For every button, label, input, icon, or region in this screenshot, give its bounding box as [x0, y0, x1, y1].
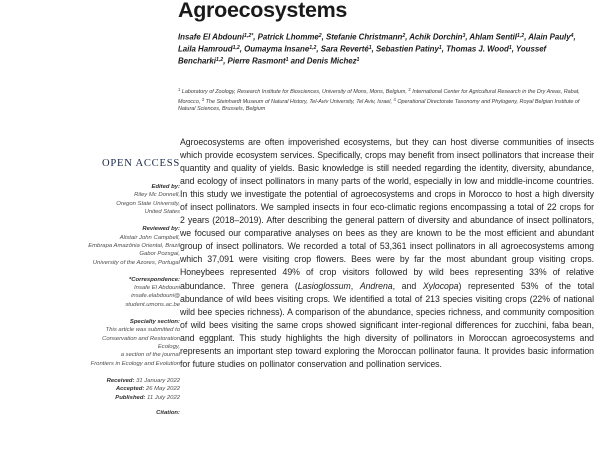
edited-by-block: [30, 183, 180, 217]
publication-dates-block: [30, 377, 180, 402]
affiliations-list: $^1$ Laboratory of Zoology, Research Institute for Biosciences, University of Mons, Mons, Belgium, $^2$ International Center for Agricultural Research in the Dry Areas, Rabat, Morocco, $^3$ The Steinhardt Museum of Natural History, Tel-Aviv University, Tel Aviv, Israel, $^4$ Operational Directorate Taxonomy and Phylogeny, Royal Belgian Institute of Natural Sciences, Brussels, Belgium: [178, 87, 580, 113]
specialty-line-4: a section of the journal: [120, 352, 180, 359]
abstract-text: Agroecosystems are often impoverished ecosystems, but they can host diverse communities of insects which provide ecosystem services. Specifically, crops may benefit from insect pollinators that increase their quantity and quality of yields. Basic knowledge is still needed regarding the identity, diversity, abundance, and ecology of insect pollinators in many parts of the world, especially in low and middle-income countries. In this study we investigate the potential of agroecosystems and crops in Morocco to host a high diversity of insect pollinators. We sampled insects in four eco-climatic regions encompassing a total of 22 crops for 2 years (2018–2019). After describing the general pattern of diversity and abundance of insect pollinators, we focused our comparative analyses on bees as they are known to be the most efficient and abundant group of insect pollinators. We recorded a total of 53,361 insect pollinators in all agroecosystems among which 37,091 were visiting crop flowers. Bees were by far the most abundant group visiting crops. Honeybees represented 49% of crop visitors followed by wild bees representing 33% of relative abundance. Three genera (Lasioglossum, Andrena, and Xylocopa) represented 53% of the total abundance of wild bees visiting crops. We identified a total of 213 species visiting crops (22% of national wild bee species richness). A comparison of the abundance, species richness, and community composition of wild bees visiting the same crops showed significant inter-regional differences for zucchini, faba bean, and eggplant. This study highlights the high diversity of pollinators in Moroccan agroecosystems and represents an important step toward exploring the Moroccan pollinator fauna. It provides basic information for future studies on pollinator conservation and pollination services.: [180, 137, 594, 369]
accepted-value: 26 May 2022: [145, 386, 180, 393]
specialty-section-heading: Specialty section:: [129, 318, 180, 325]
correspondence-email-line-2[interactable]: student.umons.ac.be: [125, 301, 180, 308]
reviewer-one-affiliation: Embrapa Amazônia Oriental, Brazil: [88, 242, 180, 249]
open-access-badge: OPEN ACCESS: [101, 158, 180, 169]
reviewer-two-name: Gabor Pozsgai,: [139, 251, 180, 258]
received-date: [30, 377, 180, 385]
correspondence-block: [30, 276, 180, 310]
edited-by-heading: Edited by:: [151, 184, 180, 190]
journal-name: Frontiers in Ecology and Evolution: [90, 360, 180, 367]
reviewer-one-name: Alistair John Campbell,: [119, 234, 180, 241]
specialty-line-1: This article was submitted to: [105, 327, 180, 334]
correspondence-heading: *Correspondence:: [128, 276, 180, 283]
editor-country: United States: [144, 209, 180, 216]
specialty-section-block: [30, 318, 180, 368]
reviewed-by-block: [30, 225, 180, 267]
correspondence-name: Insafe El Abdouni: [134, 285, 180, 292]
reviewer-two-affiliation: University of the Azores, Portugal: [92, 259, 180, 266]
editor-name: Riley Mc Donnell,: [134, 192, 180, 199]
accepted-date: [30, 385, 180, 393]
accepted-label: Accepted:: [115, 386, 145, 393]
specialty-line-3: Ecology,: [157, 344, 180, 350]
specialty-line-2: Conservation and Restoration: [102, 335, 180, 342]
correspondence-email-line-1[interactable]: insafe.elabdouni@: [131, 293, 180, 300]
citation-heading: Citation:: [156, 410, 180, 417]
received-label: Received:: [106, 377, 135, 384]
sidebar: [30, 158, 180, 416]
author-list: Insafe El Abdouni$^{1,2*}$, Patrick Lhomme$^2$, Stefanie Christmann$^2$, Achik Dorchin$^3$, Ahlam Sentil$^{1,2}$, Alain Pauly$^4$, Laila Hamroud$^{1,2}$, Oumayma Insane$^{1,2}$, Sara Reverté$^1$, Sebastien Patiny$^1$, Thomas J. Wood$^1$, Youssef Bencharki$^{1,2}$, Pierre Rasmont$^1$ and Denis Michez$^1$: [178, 32, 576, 66]
received-value: 31 January 2022: [136, 377, 180, 384]
page-title: Agroecosystems: [178, 0, 348, 22]
published-value: 11 July 2022: [147, 394, 180, 401]
title-block: [178, 0, 596, 22]
reviewed-by-heading: Reviewed by:: [142, 226, 180, 233]
published-date: [30, 394, 180, 402]
published-label: Published:: [115, 394, 146, 401]
editor-affiliation: Oregon State University,: [116, 200, 180, 207]
